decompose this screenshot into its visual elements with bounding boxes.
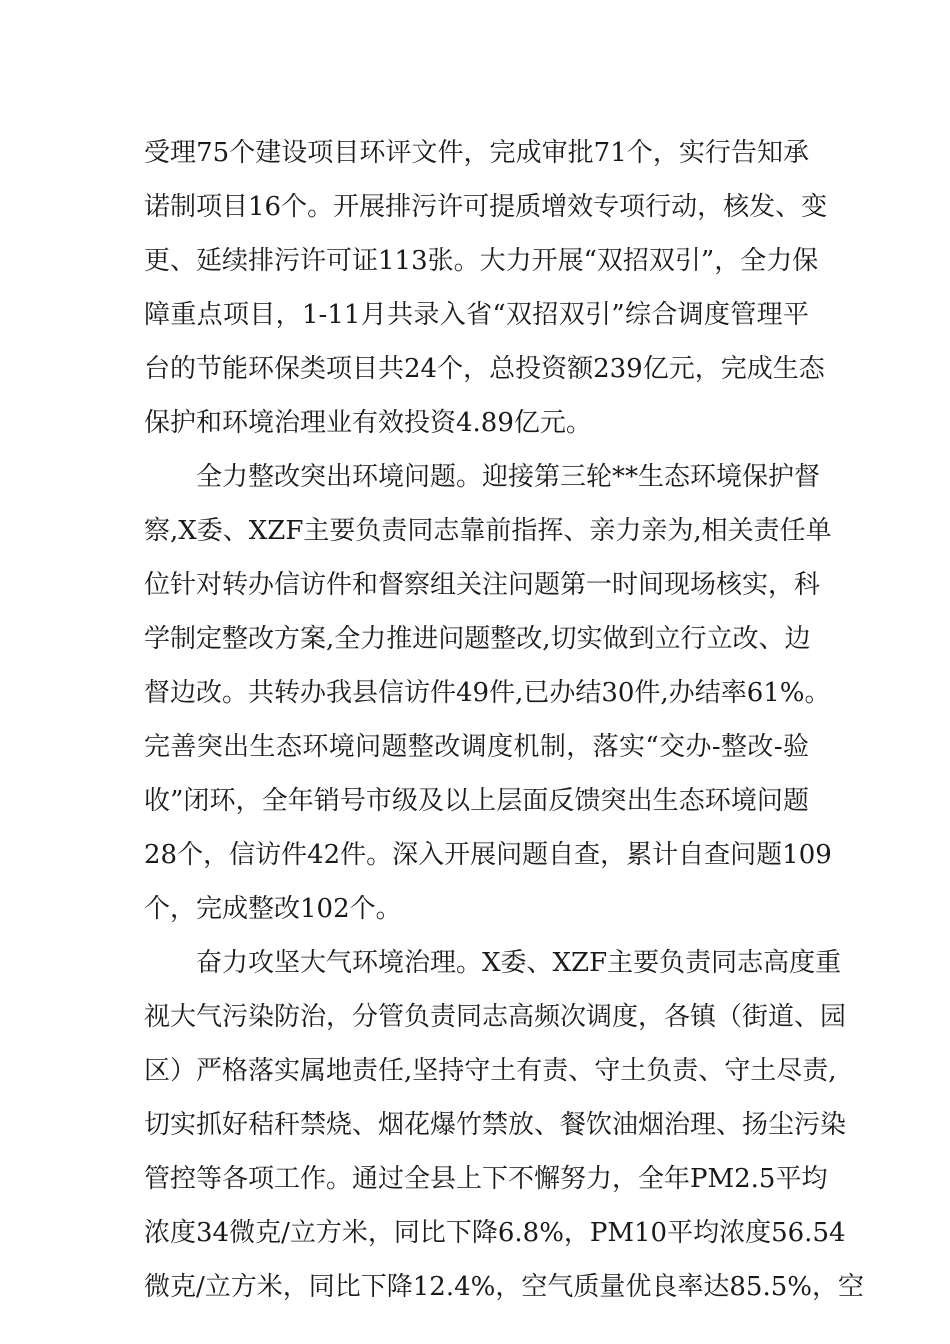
- paragraph-air-quality: [144, 936, 864, 1314]
- text-line: 切实抓好秸秆禁烧、烟花爆竹禁放、餐饮油烟治理、扬尘污染: [144, 1110, 847, 1140]
- text-line: 区）严格落实属地责任,坚持守土有责、守土负责、守土尽责,: [144, 1056, 837, 1086]
- text-line: 督边改。共转办我县信访件49件,已办结30件,办结率61%。: [144, 678, 831, 708]
- text-line: 更、延续排污许可证113张。大力开展“双招双引”，全力保: [144, 246, 819, 276]
- text-line: 诺制项目16个。开展排污许可提质增效专项行动，核发、变: [144, 192, 828, 222]
- document-body: [144, 126, 864, 1314]
- text-line: 个，完成整改102个。: [144, 894, 402, 924]
- text-line: 保护和环境治理业有效投资4.89亿元。: [144, 408, 592, 438]
- text-line: 障重点项目，1-11月共录入省“双招双引”综合调度管理平: [144, 300, 809, 330]
- text-line: 台的节能环保类项目共24个，总投资额239亿元，完成生态: [144, 354, 825, 384]
- text-line: 察,X委、XZF主要负责同志靠前指挥、亲力亲为,相关责任单: [144, 516, 832, 546]
- text-line: 受理75个建设项目环评文件，完成审批71个，实行告知承: [144, 138, 809, 168]
- text-line: 管控等各项工作。通过全县上下不懈努力，全年PM2.5平均: [144, 1164, 828, 1194]
- text-line: 浓度34微克/立方米，同比下降6.8%，PM10平均浓度56.54: [144, 1218, 846, 1248]
- text-line: 视大气污染防治，分管负责同志高频次调度，各镇（街道、园: [144, 1002, 847, 1032]
- text-line: 28个，信访件42件。深入开展问题自查，累计自查问题109: [144, 840, 832, 870]
- paragraph-project-approval: [144, 126, 828, 450]
- text-line: 微克/立方米，同比下降12.4%，空气质量优良率达85.5%，空: [144, 1272, 864, 1302]
- text-line: 完善突出生态环境问题整改调度机制，落实“交办-整改-验: [144, 732, 809, 762]
- text-line: 全力整改突出环境问题。迎接第三轮**生态环境保护督: [196, 462, 821, 492]
- text-line: 奋力攻坚大气环境治理。X委、XZF主要负责同志高度重: [196, 948, 842, 978]
- text-line: 位针对转办信访件和督察组关注问题第一时间现场核实，科: [144, 570, 821, 600]
- text-line: 收”闭环，全年销号市级及以上层面反馈突出生态环境问题: [144, 786, 809, 816]
- text-line: 学制定整改方案,全力推进问题整改,切实做到立行立改、边: [144, 624, 811, 654]
- paragraph-rectification: [144, 450, 832, 936]
